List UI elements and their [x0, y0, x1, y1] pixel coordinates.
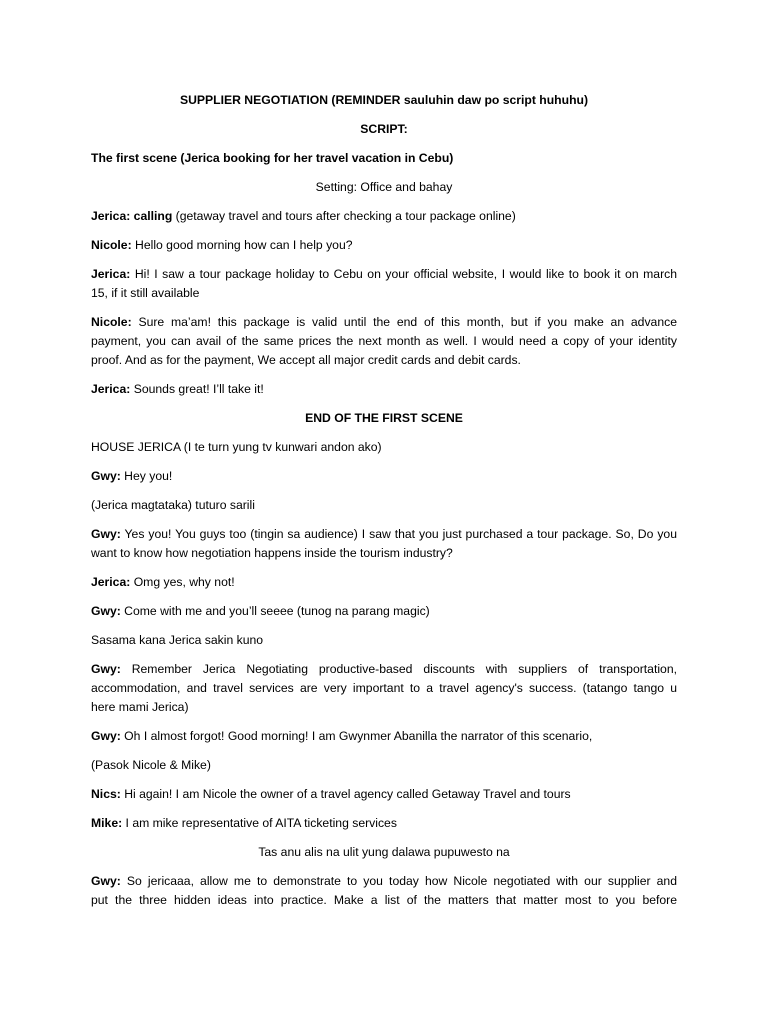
dialogue-row: [91, 525, 677, 544]
dialogue-paragraph: [91, 313, 677, 370]
dialogue-row: [91, 265, 677, 284]
dialogue-row: [91, 872, 677, 891]
dialogue-text: Omg yes, why not!: [130, 575, 235, 589]
dialogue-text: Yes you! You guys too (tingin sa audience) I saw that you just purchased a tour package. So, Do you: [120, 527, 677, 541]
speaker-label: Mike:: [91, 816, 123, 830]
dialogue-row: here mami Jerica): [91, 700, 189, 714]
speaker-label: Nicole:: [91, 238, 132, 252]
scene1-heading: The first scene (Jerica booking for her travel vacation in Cebu): [91, 151, 454, 165]
dialogue-row: accommodation, and travel services are very important to a travel agency's success. (tatango tango u: [91, 681, 677, 695]
dialogue-paragraph: [91, 872, 677, 910]
dialogue-text: Hi again! I am Nicole the owner of a travel agency called Getaway Travel and tours: [120, 787, 571, 801]
dialogue-row: want to know how negotiation happens inside the tourism industry?: [91, 546, 453, 560]
setting-line: Setting: Office and bahay: [315, 180, 453, 194]
dialogue-paragraph: [91, 265, 677, 303]
speaker-label: Nics:: [91, 787, 121, 801]
stage-direction: Tas anu alis na ulit yung dalawa pupuwesto na: [258, 845, 510, 859]
dialogue-paragraph: [91, 660, 677, 717]
dialogue-text: Hello good morning how can I help you?: [131, 238, 353, 252]
dialogue-text: I am mike representative of AITA ticketing services: [122, 816, 397, 830]
dialogue-line: [91, 207, 677, 226]
script-label: SCRIPT:: [360, 122, 408, 136]
dialogue-line: [91, 814, 677, 833]
dialogue-text: (getaway travel and tours after checking a tour package online): [172, 209, 516, 223]
dialogue-paragraph: [91, 525, 677, 563]
dialogue-text: Remember Jerica Negotiating productive-based discounts with suppliers of transportation,: [120, 662, 677, 676]
script-document: [91, 91, 677, 910]
speaker-label: Jerica:: [91, 267, 131, 281]
dialogue-line: [91, 380, 677, 399]
dialogue-text: Oh I almost forgot! Good morning! I am Gwynmer Abanilla the narrator of this scenario,: [120, 729, 593, 743]
speaker-label: Gwy:: [91, 604, 121, 618]
dialogue-line: [91, 573, 677, 592]
speaker-label: Gwy:: [91, 527, 121, 541]
dialogue-row: [91, 660, 677, 679]
speaker-label: Gwy:: [91, 662, 121, 676]
dialogue-row: payment, you can avail of the same prices the next month as well. I would need a copy of your identity: [91, 334, 677, 348]
stage-direction: HOUSE JERICA (I te turn yung tv kunwari andon ako): [91, 440, 382, 454]
end-scene-heading: END OF THE FIRST SCENE: [305, 411, 463, 425]
dialogue-text: So jericaaa, allow me to demonstrate to you today how Nicole negotiated with our supplier and: [120, 874, 677, 888]
stage-direction: Sasama kana Jerica sakin kuno: [91, 633, 264, 647]
speaker-label: Gwy:: [91, 874, 121, 888]
speaker-label: Gwy:: [91, 469, 121, 483]
dialogue-line: [91, 785, 677, 804]
dialogue-row: 15, if it still available: [91, 286, 200, 300]
speaker-label: Gwy:: [91, 729, 121, 743]
dialogue-line: [91, 467, 677, 486]
dialogue-row: proof. And as for the payment, We accept all major credit cards and debit cards.: [91, 353, 521, 367]
dialogue-text: Hi! I saw a tour package holiday to Cebu on your official website, I would like to book it on march: [130, 267, 677, 281]
speaker-label: Jerica:: [91, 382, 131, 396]
dialogue-row: put the three hidden ideas into practice. Make a list of the matters that matter most to you before: [91, 893, 677, 907]
stage-direction: (Jerica magtataka) tuturo sarili: [91, 498, 255, 512]
stage-direction: (Pasok Nicole & Mike): [91, 758, 211, 772]
speaker-label: Jerica: calling: [91, 209, 173, 223]
dialogue-line: [91, 236, 677, 255]
dialogue-text: Sounds great! I’ll take it!: [130, 382, 264, 396]
speaker-label: Jerica:: [91, 575, 131, 589]
dialogue-line: [91, 727, 677, 746]
dialogue-text: Hey you!: [120, 469, 173, 483]
speaker-label: Nicole:: [91, 315, 132, 329]
document-title: SUPPLIER NEGOTIATION (REMINDER sauluhin daw po script huhuhu): [179, 93, 589, 107]
dialogue-line: [91, 602, 677, 621]
dialogue-text: Sure ma’am! this package is valid until the end of this month, but if you make an advance: [131, 315, 677, 329]
dialogue-text: Come with me and you’ll seeee (tunog na parang magic): [120, 604, 430, 618]
dialogue-row: [91, 313, 677, 332]
